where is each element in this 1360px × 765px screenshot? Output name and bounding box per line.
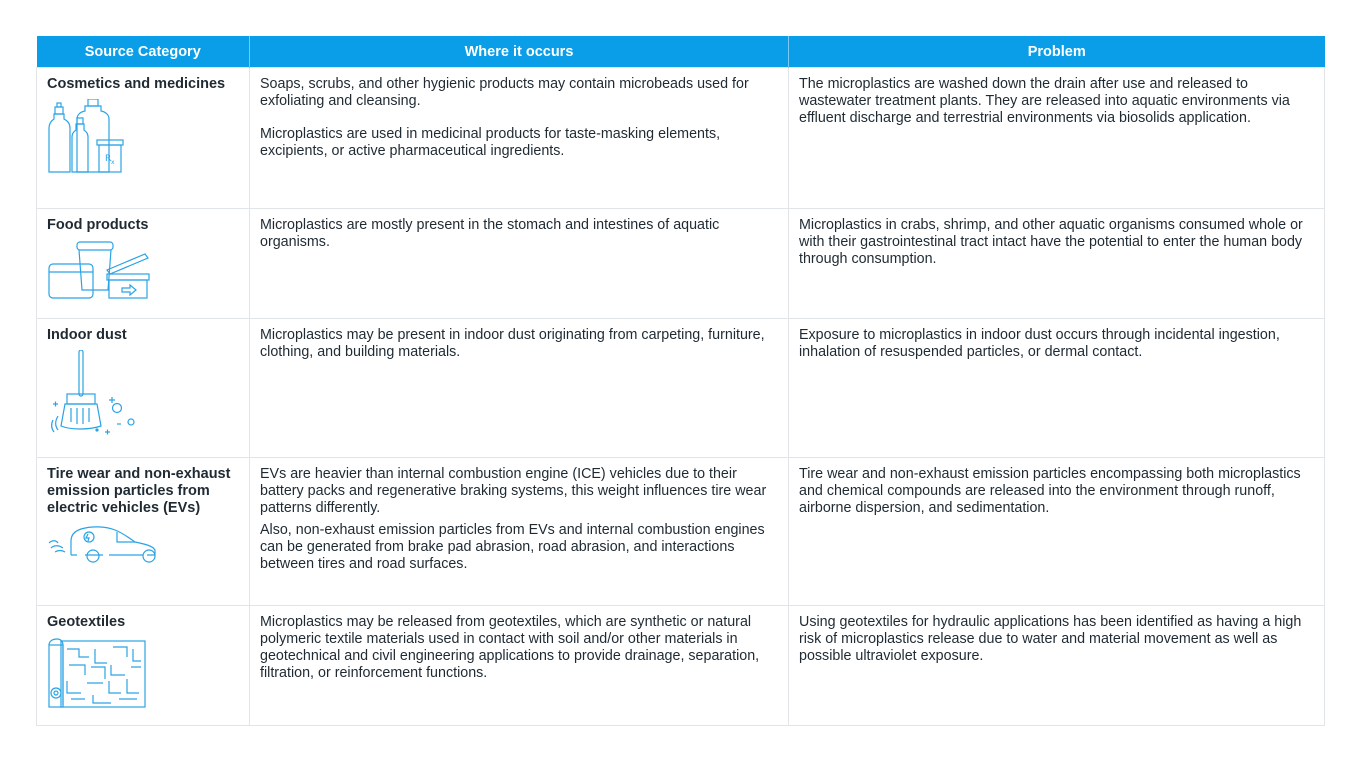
category-label: Geotextiles — [47, 614, 126, 630]
microplastics-source-table — [36, 36, 1325, 726]
cosmetics-bottles-icon — [47, 99, 127, 177]
where-cell — [250, 209, 789, 319]
problem-text: Exposure to microplastics in indoor dust occurs through incidental ingestion, inhalation of resuspended particles, or dermal contact. — [799, 327, 1280, 360]
table-row — [37, 209, 1325, 319]
category-cell — [37, 209, 250, 319]
svg-text:R: R — [105, 154, 112, 164]
category-label: Indoor dust — [47, 327, 127, 343]
category-cell — [37, 319, 250, 458]
header-where-it-occurs: Where it occurs — [250, 36, 789, 68]
where-cell — [250, 458, 789, 606]
category-label: Tire wear and non-exhaust emission particles from electric vehicles (EVs) — [47, 466, 231, 516]
food-containers-icon — [47, 240, 152, 300]
problem-cell — [789, 319, 1325, 458]
problem-text: Tire wear and non-exhaust emission particles encompassing both microplastics and chemical compounds are released into the environment through runoff, airborne dispersion, and sedimentation. — [799, 466, 1301, 516]
table-row — [37, 319, 1325, 458]
where-text: Microplastics are mostly present in the stomach and intestines of aquatic organisms. — [260, 217, 720, 250]
where-text: Microplastics may be released from geotextiles, which are synthetic or natural polymeric textile materials used in contact with soil and/or other materials in geotechnical and civil engineering applications to provide drainage, separation, filtration, or reinforcement functions. — [260, 614, 760, 681]
where-text: Soaps, scrubs, and other hygienic products may contain microbeads used for exfoliating and cleansing. — [260, 76, 749, 109]
where-text: Microplastics are used in medicinal products for taste-masking elements, excipients, or active pharmaceutical ingredients. — [260, 126, 721, 159]
category-cell — [37, 606, 250, 726]
where-cell — [250, 68, 789, 209]
broom-icon — [47, 350, 139, 438]
where-text: EVs are heavier than internal combustion engine (ICE) vehicles due to their battery packs and regenerative braking systems, this weight influences tire wear patterns differently. — [260, 466, 767, 516]
header-problem: Problem — [789, 36, 1325, 68]
where-cell — [250, 606, 789, 726]
problem-cell — [789, 458, 1325, 606]
table-header-row — [37, 36, 1325, 68]
category-label: Cosmetics and medicines — [47, 76, 226, 92]
problem-cell — [789, 68, 1325, 209]
table-row — [37, 68, 1325, 209]
table-row — [37, 458, 1325, 606]
geotextile-roll-icon — [47, 637, 147, 711]
electric-car-icon — [47, 523, 172, 565]
category-cell — [37, 68, 250, 209]
svg-text:x: x — [111, 159, 115, 166]
problem-cell — [789, 209, 1325, 319]
problem-text: Using geotextiles for hydraulic applications has been identified as having a high risk of microplastics release due to water and material movement as well as possible ultraviolet exposure. — [799, 614, 1302, 664]
where-text: Also, non-exhaust emission particles from EVs and internal combustion engines can be generated from brake pad abrasion, road abrasion, and interactions between tires and road surfaces. — [260, 522, 765, 572]
problem-cell — [789, 606, 1325, 726]
problem-text: The microplastics are washed down the drain after use and released to wastewater treatment plants. They are released into aquatic environments via effluent discharge and terrestrial environments via biosolids application. — [799, 76, 1290, 126]
table-row — [37, 606, 1325, 726]
problem-text: Microplastics in crabs, shrimp, and other aquatic organisms consumed whole or with their gastrointestinal tract intact have the potential to enter the human body through consumption. — [799, 217, 1303, 267]
where-text: Microplastics may be present in indoor dust originating from carpeting, furniture, clothing, and building materials. — [260, 327, 765, 360]
category-label: Food products — [47, 217, 149, 233]
header-source-category: Source Category — [37, 36, 250, 68]
category-cell — [37, 458, 250, 606]
where-cell — [250, 319, 789, 458]
